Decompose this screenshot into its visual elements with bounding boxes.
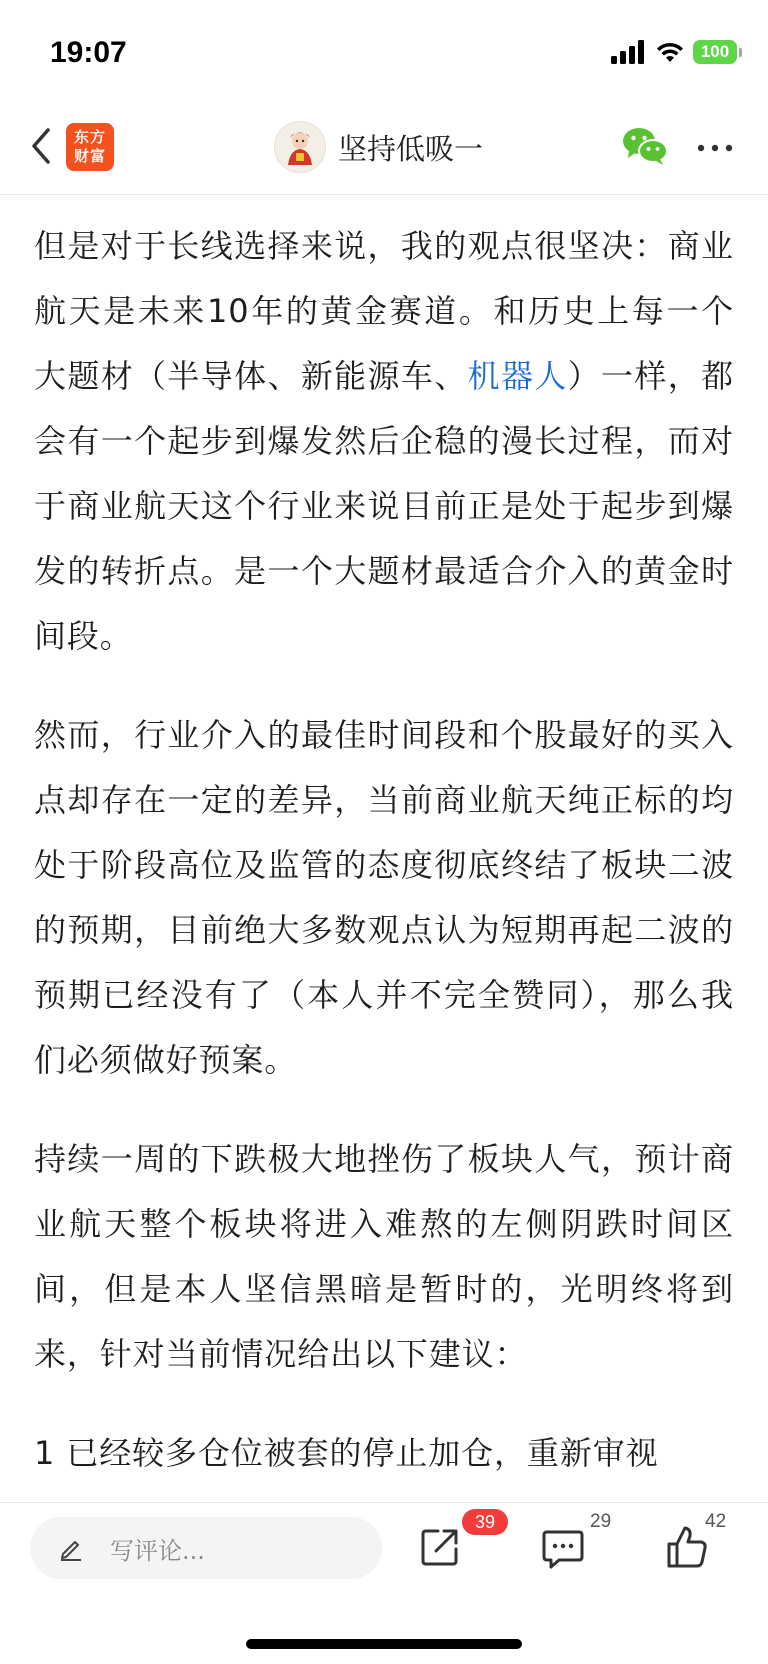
article-paragraph-3: 持续一周的下跌极大地挫伤了板块人气，预计商业航天整个板块将进入难熬的左侧阴跌时间区间，但是本人坚信黑暗是暂时的，光明终将到来，针对当前情况给出以下建议： [34, 1140, 734, 1373]
home-indicator [246, 1639, 522, 1649]
like-count: 42 [705, 1511, 727, 1532]
app-logo-line1: 东方 [73, 128, 106, 146]
battery-icon [693, 40, 742, 64]
robot-topic-link[interactable]: 机器人 [467, 357, 568, 395]
bottom-action-bar [0, 1502, 768, 1664]
app-logo-line2: 财富 [73, 147, 106, 165]
battery-level: 100 [693, 40, 737, 64]
pen-icon [58, 1535, 84, 1561]
paragraph-1-text-b: ）一样，都会有一个起步到爆发然后企稳的漫长过程，而对于商业航天这个行业来说目前正是处于起步到爆发的转折点。是一个大题材最适合介入的黄金时间段。 [34, 357, 734, 655]
article-paragraph-1 [34, 214, 734, 669]
paragraph-1-text-a: 但是对于长线选择来说，我的观点很坚决：商业航天是未来10年的黄金赛道。和历史上每一个大题材（半导体、新能源车、 [34, 227, 734, 395]
nav-header [0, 100, 768, 195]
author-info[interactable] [274, 120, 483, 174]
share-count-badge: 39 [462, 1509, 508, 1535]
wechat-icon[interactable] [622, 126, 668, 166]
avatar-figure-icon [278, 125, 322, 169]
battery-tip [739, 48, 742, 57]
back-icon[interactable] [26, 124, 56, 168]
share-icon[interactable] [420, 1527, 460, 1567]
like-icon[interactable] [666, 1525, 708, 1569]
article-body [34, 214, 734, 1520]
app-logo[interactable] [66, 123, 114, 171]
status-bar [0, 0, 768, 100]
more-icon[interactable] [697, 144, 733, 152]
article-paragraph-4: 1 已经较多仓位被套的停止加仓，重新审视 [34, 1434, 659, 1472]
wifi-icon [655, 40, 685, 64]
author-avatar[interactable] [274, 121, 326, 173]
comment-icon[interactable] [542, 1529, 584, 1569]
status-icons [611, 40, 742, 64]
status-time: 19:07 [50, 36, 127, 69]
signal-icon [611, 40, 647, 64]
comment-input[interactable] [30, 1517, 382, 1579]
comment-placeholder: 写评论... [110, 1536, 205, 1565]
article-paragraph-2: 然而，行业介入的最佳时间段和个股最好的买入点却存在一定的差异，当前商业航天纯正标的均处于阶段高位及监管的态度彻底终结了板块二波的预期，目前绝大多数观点认为短期再起二波的预期已经没有了（本人并不完全赞同），那么我们必须做好预案。 [34, 716, 734, 1079]
comment-count: 29 [590, 1511, 612, 1532]
author-name: 坚持低吸一 [338, 131, 484, 166]
